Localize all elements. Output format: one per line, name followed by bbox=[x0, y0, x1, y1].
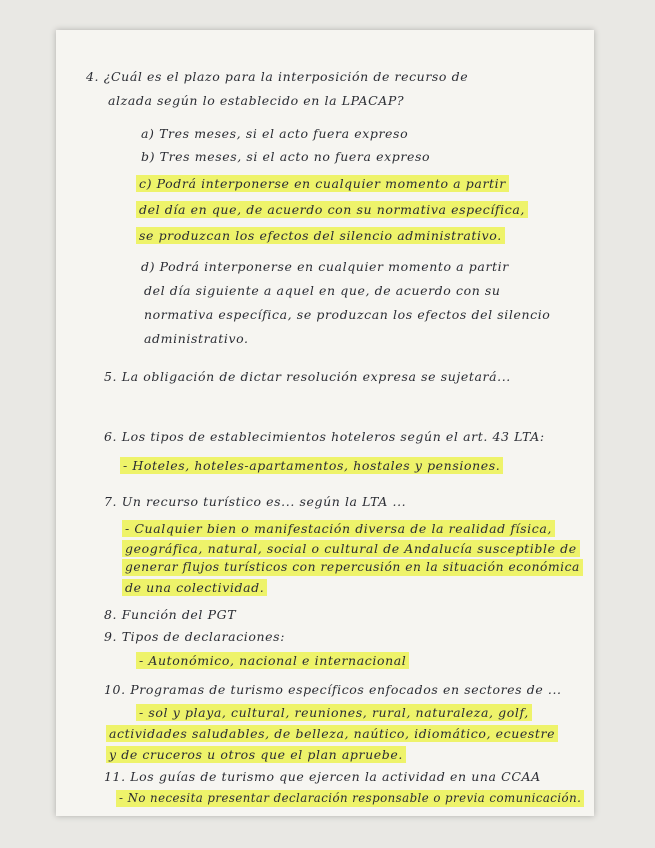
question-10-answer-line-3: y de cruceros u otros que el plan apruebe. bbox=[106, 746, 406, 763]
question-11-answer: - No necesita presentar declaración responsable o previa comunicación. bbox=[116, 790, 584, 807]
question-11: 11. Los guías de turismo que ejercen la actividad en una CCAA bbox=[104, 769, 541, 784]
question-4-option-c-line-2: del día en que, de acuerdo con su normativa específica, bbox=[136, 201, 528, 218]
question-4-option-d-line-1: d) Podrá interponerse en cualquier momento a partir bbox=[141, 259, 509, 274]
question-9: 9. Tipos de declaraciones: bbox=[104, 629, 285, 644]
question-9-answer: - Autonómico, nacional e internacional bbox=[136, 652, 409, 669]
question-4-line-1: 4. ¿Cuál es el plazo para la interposición de recurso de bbox=[86, 69, 469, 84]
question-7-answer-line-2: geográfica, natural, social o cultural de Andalucía susceptible de bbox=[122, 540, 580, 557]
question-4-option-b: b) Tres meses, si el acto no fuera expreso bbox=[141, 149, 431, 164]
question-4-option-c-line-3: se produzcan los efectos del silencio administrativo. bbox=[136, 227, 505, 244]
question-10-answer-line-2: actividades saludables, de belleza, naútico, idiomático, ecuestre bbox=[106, 725, 558, 742]
question-6: 6. Los tipos de establecimientos hoteleros según el art. 43 LTA: bbox=[104, 429, 545, 444]
question-4-option-d-line-3: normativa específica, se produzcan los efectos del silencio bbox=[144, 307, 551, 322]
question-7: 7. Un recurso turístico es... según la LTA ... bbox=[104, 494, 407, 509]
question-7-answer-line-3: generar flujos turísticos con repercusión en la situación económica bbox=[122, 559, 583, 576]
question-4-line-2: alzada según lo establecido en la LPACAP? bbox=[108, 93, 405, 108]
question-4-option-a: a) Tres meses, si el acto fuera expreso bbox=[141, 126, 409, 141]
question-8: 8. Función del PGT bbox=[104, 607, 237, 622]
question-7-answer-line-1: - Cualquier bien o manifestación diversa de la realidad física, bbox=[122, 520, 555, 537]
question-10-answer-line-1: - sol y playa, cultural, reuniones, rural, naturaleza, golf, bbox=[136, 704, 532, 721]
question-6-answer: - Hoteles, hoteles-apartamentos, hostales y pensiones. bbox=[120, 457, 503, 474]
question-7-answer-line-4: de una colectividad. bbox=[122, 579, 267, 596]
notebook-page bbox=[56, 30, 594, 816]
question-5: 5. La obligación de dictar resolución expresa se sujetará... bbox=[104, 369, 511, 384]
question-4-option-d-line-4: administrativo. bbox=[144, 331, 249, 346]
question-10: 10. Programas de turismo específicos enfocados en sectores de ... bbox=[104, 682, 562, 697]
question-4-option-d-line-2: del día siguiente a aquel en que, de acuerdo con su bbox=[144, 283, 501, 298]
question-4-option-c-line-1: c) Podrá interponerse en cualquier momento a partir bbox=[136, 175, 509, 192]
